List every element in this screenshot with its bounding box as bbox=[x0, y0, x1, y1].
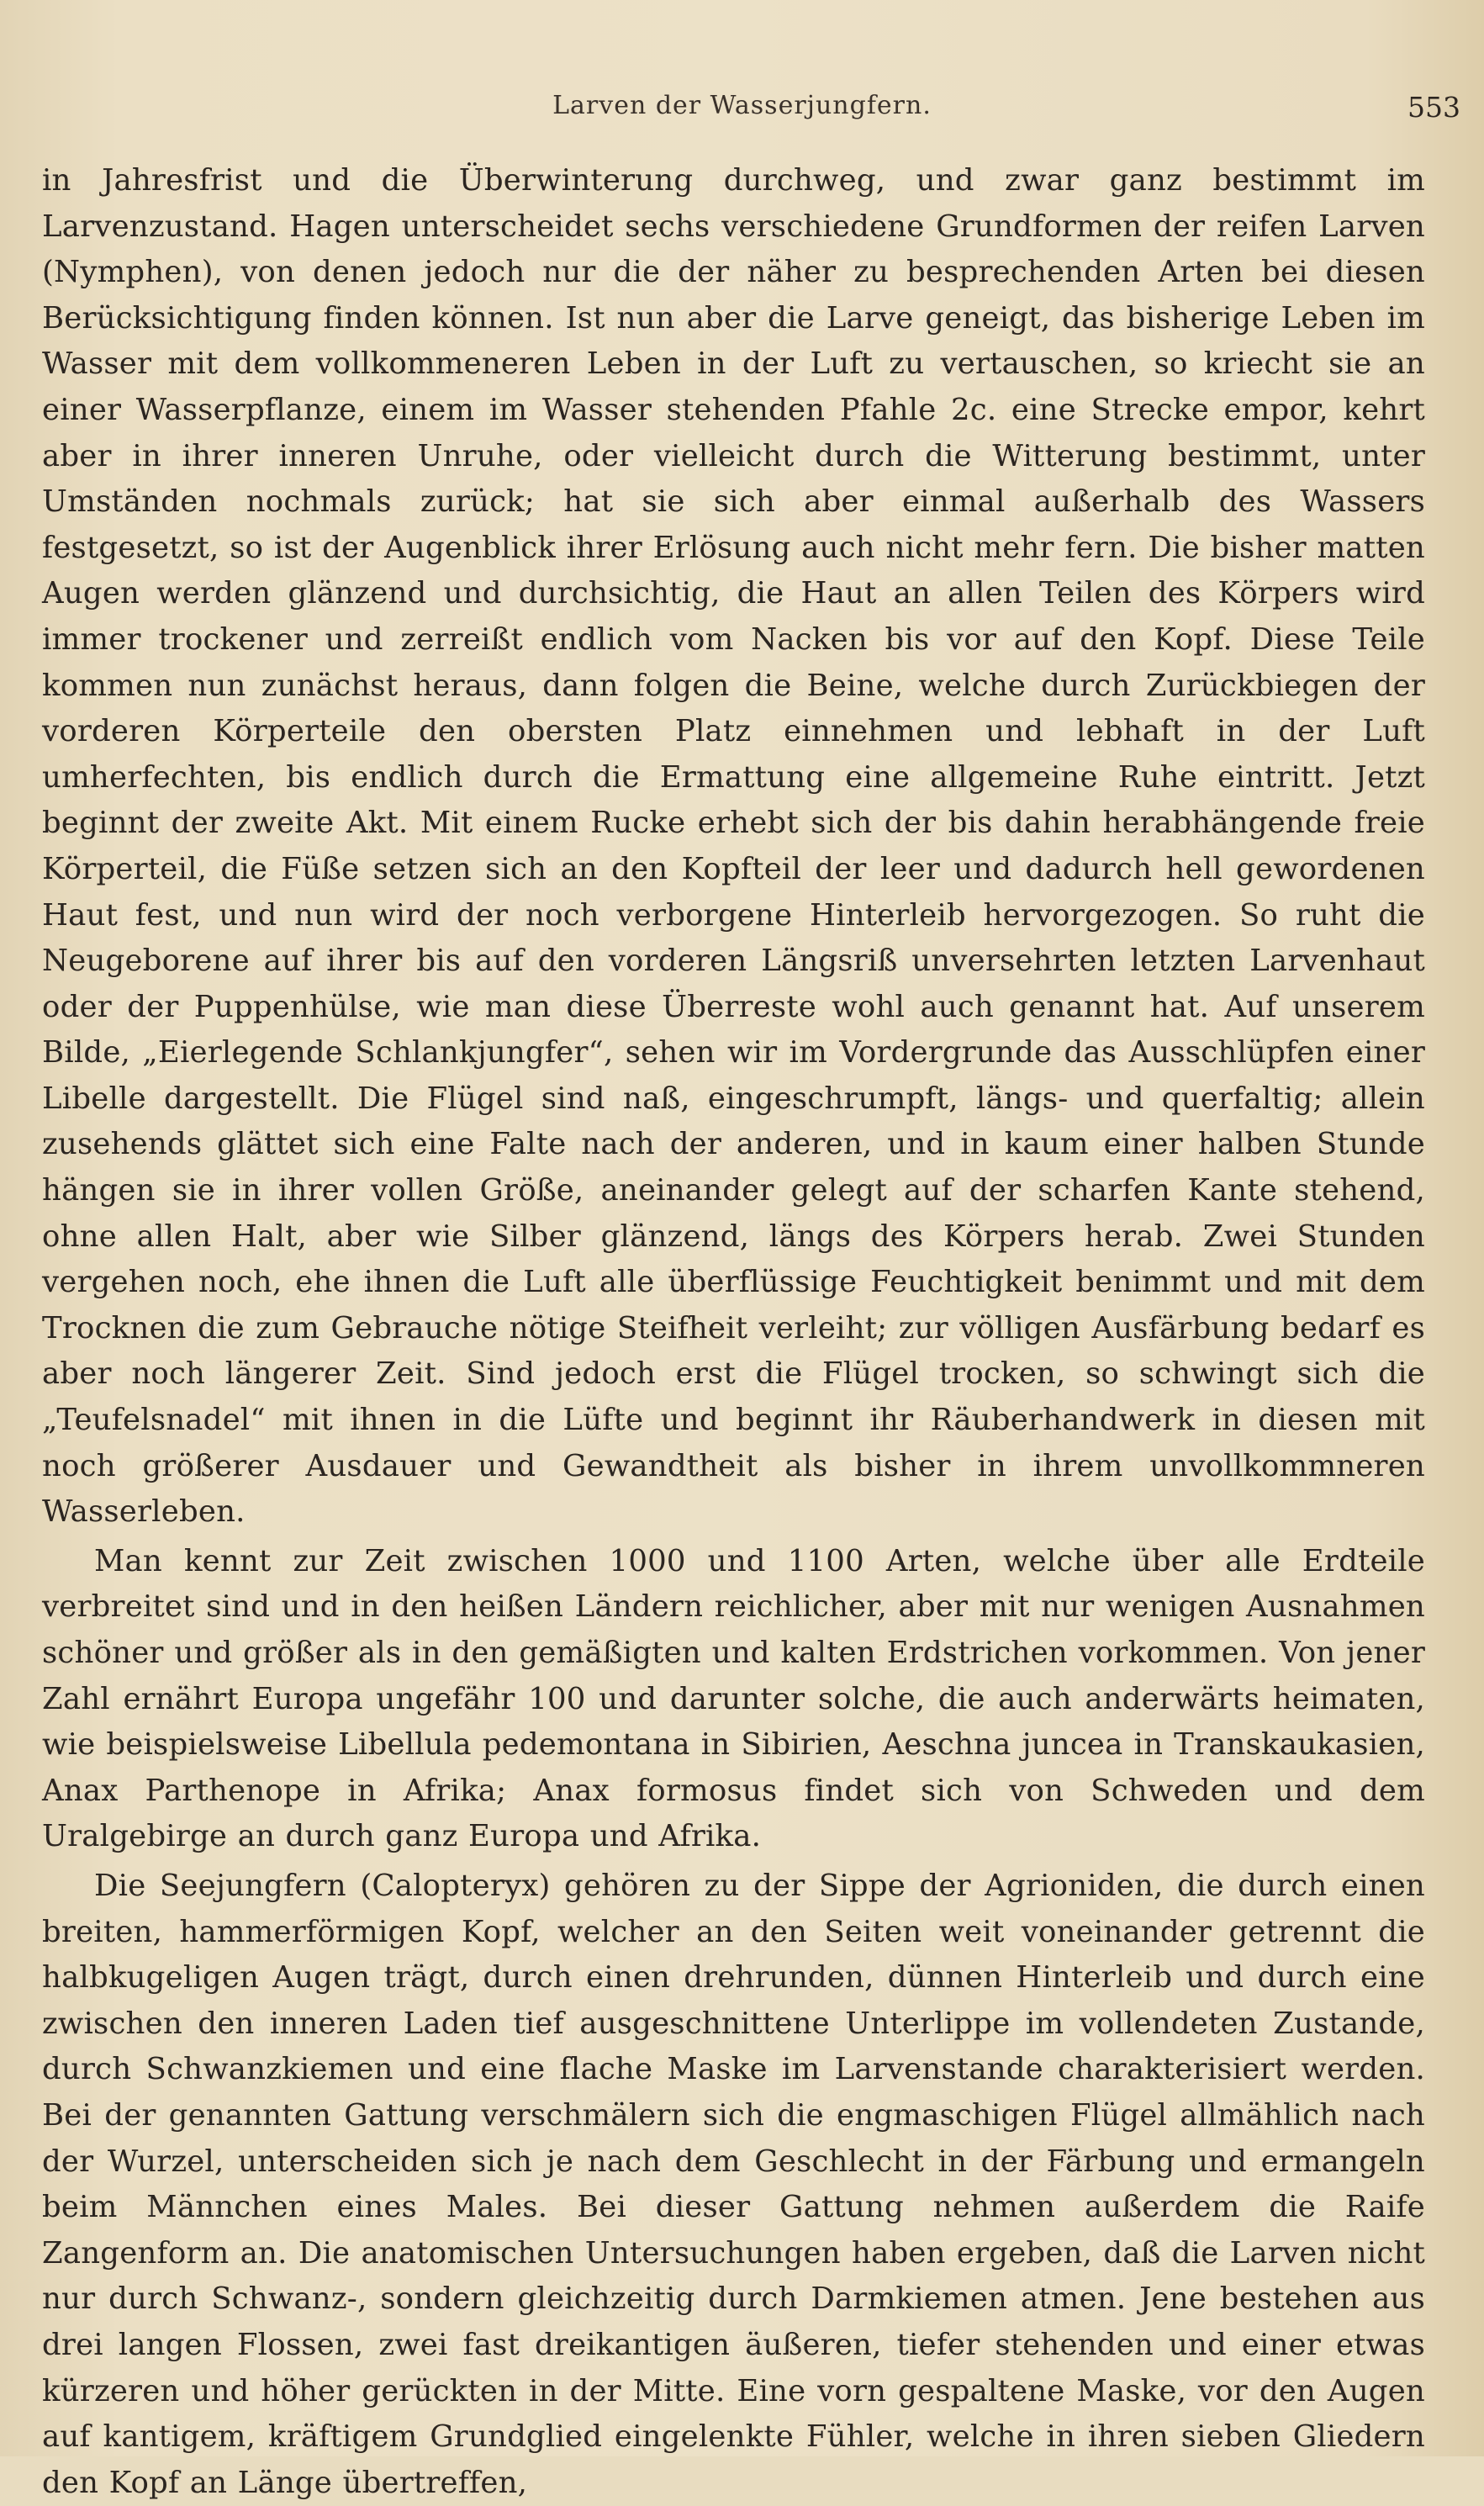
paragraph-metamorphosis: in Jahresfrist und die Überwinterung durchweg, und zwar ganz bestimmt im Larvenzustand. Hagen unterscheidet sechs verschiedene Grundformen der reifen Larven (Nymphen), von denen jedoch nur die der näher zu besprechenden Arten bei diesen Berücksichtigung finden können. Ist nun aber die Larve geneigt, das bisherige Leben im Wasser mit dem vollkommeneren Leben in der Luft zu vertauschen, so kriecht sie an einer Wasserpflanze, einem im Wasser stehenden Pfahle 2c. eine Strecke empor, kehrt aber in ihrer inneren Unruhe, oder vielleicht durch die Witterung bestimmt, unter Umständen nochmals zurück; hat sie sich aber einmal außerhalb des Wassers festgesetzt, so ist der Augenblick ihrer Erlösung auch nicht mehr fern. Die bisher matten Augen werden glänzend und durchsichtig, die Haut an allen Teilen des Körpers wird immer trockener und zerreißt endlich vom Nacken bis vor auf den Kopf. Diese Teile kommen nun zunächst heraus, dann folgen die Beine, welche durch Zurückbiegen der vorderen Körperteile den obersten Platz einnehmen und lebhaft in der Luft umherfechten, bis endlich durch die Ermattung eine allgemeine Ruhe eintritt. Jetzt beginnt der zweite Akt. Mit einem Rucke erhebt sich der bis dahin herabhängende freie Körperteil, die Füße setzen sich an den Kopfteil der leer und dadurch hell gewordenen Haut fest, und nun wird der noch verborgene Hinterleib hervorgezogen. So ruht die Neugeborene auf ihrer bis auf den vorderen Längsriß unversehrten letzten Larvenhaut oder der Puppenhülse, wie man diese Überreste wohl auch genannt hat. Auf unserem Bilde, „Eierlegende Schlankjungfer“, sehen wir im Vordergrunde das Ausschlüpfen einer Libelle dargestellt. Die Flügel sind naß, eingeschrumpft, längs- und querfaltig; allein zusehends glättet sich eine Falte nach der anderen, und in kaum einer halben Stunde hängen sie in ihrer vollen Größe, aneinander gelegt auf der scharfen Kante stehend, ohne allen Halt, aber wie Silber glänzend, längs des Körpers herab. Zwei Stunden vergehen noch, ehe ihnen die Luft alle überflüssige Feuchtigkeit benimmt und mit dem Trocknen die zum Gebrauche nötige Steifheit verleiht; zur völligen Ausfärbung bedarf es aber noch längerer Zeit. Sind jedoch erst die Flügel trocken, so schwingt sich die „Teufelsnadel“ mit ihnen in die Lüfte und beginnt ihr Räuberhandwerk in diesen mit noch größerer Ausdauer und Gewandtheit als bisher in ihrem unvollkommneren Wasserleben. bbox=[42, 163, 1425, 1530]
paragraph-species-distribution: Man kennt zur Zeit zwischen 1000 und 1100 Arten, welche über alle Erdteile verbreitet sind und in den heißen Ländern reichlicher, aber mit nur wenigen Ausnahmen schöner und größer als in den gemäßigten und kalten Erdstrichen vorkommen. Von jener Zahl ernährt Europa ungefähr 100 und darunter solche, die auch anderwärts heimaten, wie beispielsweise Libellula pedemontana in Sibirien, Aeschna juncea in Transkaukasien, Anax Parthenope in Afrika; Anax formosus findet sich von Schweden und dem Uralgebirge an durch ganz Europa und Afrika. bbox=[42, 1543, 1425, 1854]
page-number: 553 bbox=[1407, 91, 1460, 124]
paragraph-calopteryx: Die Seejungfern (Calopteryx) gehören zu der Sippe der Agrioniden, die durch einen breiten, hammerförmigen Kopf, welcher an den Seiten weit voneinander getrennt die halbkugeligen Augen trägt, durch einen drehrunden, dünnen Hinterleib und durch eine zwischen den inneren Laden tief ausgeschnittene Unterlippe im vollendeten Zustande, durch Schwanzkiemen und eine flache Maske im Larvenstande charakterisiert werden. Bei der genannten Gattung verschmälern sich die engmaschigen Flügel allmählich nach der Wurzel, unterscheiden sich je nach dem Geschlecht in der Färbung und ermangeln beim Männchen eines Males. Bei dieser Gattung nehmen außerdem die Raife Zangenform an. Die anatomischen Untersuchungen haben ergeben, daß die Larven nicht nur durch Schwanz-, sondern gleichzeitig durch Darmkiemen atmen. Jene bestehen aus drei langen Flossen, zwei fast dreikantigen äußeren, tiefer stehenden und einer etwas kürzeren und höher gerückten in der Mitte. Eine vorn gespaltene Maske, vor den Augen auf kantigem, kräftigem Grundglied eingelenkte Fühler, welche in ihren sieben Gliedern den Kopf an Länge übertreffen, bbox=[42, 1868, 1425, 2500]
running-title: Larven der Wasserjungfern. bbox=[552, 91, 932, 120]
body-text bbox=[42, 158, 1425, 2506]
running-head bbox=[0, 91, 1484, 133]
